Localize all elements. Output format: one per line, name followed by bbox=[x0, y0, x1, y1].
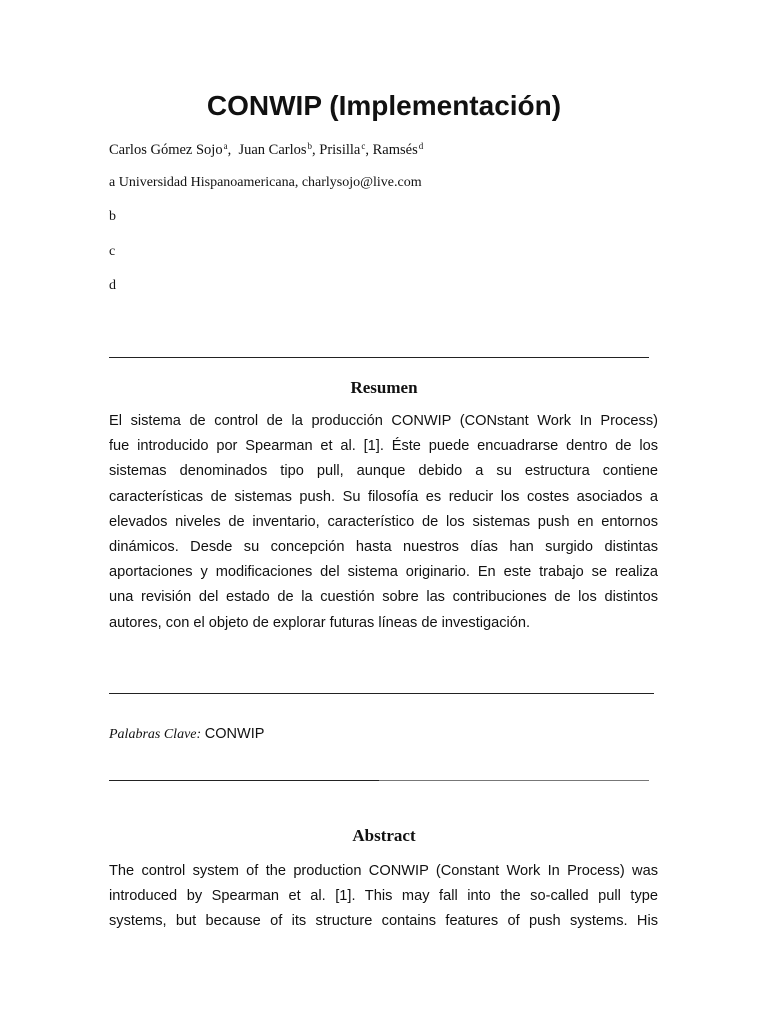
text-line: elevados niveles de inventario, característico de los sistemas push en entornos bbox=[109, 513, 658, 530]
affiliation-d: d bbox=[109, 278, 116, 293]
author-separator: , bbox=[365, 142, 373, 158]
author-name: Ramsés bbox=[372, 142, 418, 158]
text-line: autores, con el objeto de explorar futuras líneas de investigación. bbox=[109, 614, 531, 631]
author-affiliation-mark: b bbox=[307, 141, 313, 151]
text-line: fue introducido por Spearman et al. [1]. Éste puede encuadrarse dentro de los bbox=[109, 438, 658, 455]
resumen-body bbox=[109, 409, 658, 636]
author-name: Prisilla bbox=[319, 142, 361, 158]
author-affiliation-mark: c bbox=[361, 141, 366, 151]
divider bbox=[109, 780, 379, 781]
author-affiliation-mark: a bbox=[223, 141, 228, 151]
paper-title: CONWIP (Implementación) bbox=[206, 90, 562, 121]
affiliation-a: a Universidad Hispanoamericana, charlysojo@live.com bbox=[109, 175, 422, 190]
affiliation-c: c bbox=[109, 244, 116, 259]
affiliation-b: b bbox=[109, 209, 116, 224]
author-separator: , bbox=[227, 142, 239, 158]
text-line: El sistema de control de la producción CONWIP (CONstant Work In Process) bbox=[109, 413, 658, 429]
author-name: Carlos Gómez Sojo bbox=[109, 142, 223, 158]
keywords-line bbox=[109, 724, 264, 745]
keywords-value: CONWIP bbox=[204, 726, 265, 742]
abstract-heading: Abstract bbox=[352, 826, 416, 845]
text-line: introduced by Spearman et al. [1]. This may fall into the so-called pull type bbox=[109, 888, 658, 905]
text-line: dinámicos. Desde su concepción hasta nuestros días han surgido distintas bbox=[109, 539, 658, 556]
resumen-heading: Resumen bbox=[350, 378, 418, 397]
abstract-body bbox=[109, 859, 658, 935]
author-name: Juan Carlos bbox=[238, 142, 307, 158]
divider bbox=[109, 357, 649, 358]
keywords-label: Palabras Clave: bbox=[109, 727, 202, 742]
text-line: The control system of the production CONWIP (Constant Work In Process) was bbox=[109, 863, 658, 879]
divider bbox=[109, 693, 654, 694]
text-line: características de sistemas push. Su filosofía es reducir los costes asociados a bbox=[109, 488, 658, 505]
text-line: aportaciones y modificaciones del sistema originario. En este trabajo se realiza bbox=[109, 564, 658, 581]
text-line: systems, but because of its structure contains features of push systems. His bbox=[109, 913, 658, 930]
divider bbox=[379, 780, 649, 781]
author-separator: , bbox=[312, 142, 320, 158]
author-list bbox=[109, 140, 423, 160]
author-affiliation-mark: d bbox=[418, 141, 424, 151]
text-line: sistemas denominados tipo pull, aunque debido a su estructura contiene bbox=[109, 463, 658, 480]
text-line: una revisión del estado de la cuestión sobre las contribuciones de los distintos bbox=[109, 589, 658, 606]
